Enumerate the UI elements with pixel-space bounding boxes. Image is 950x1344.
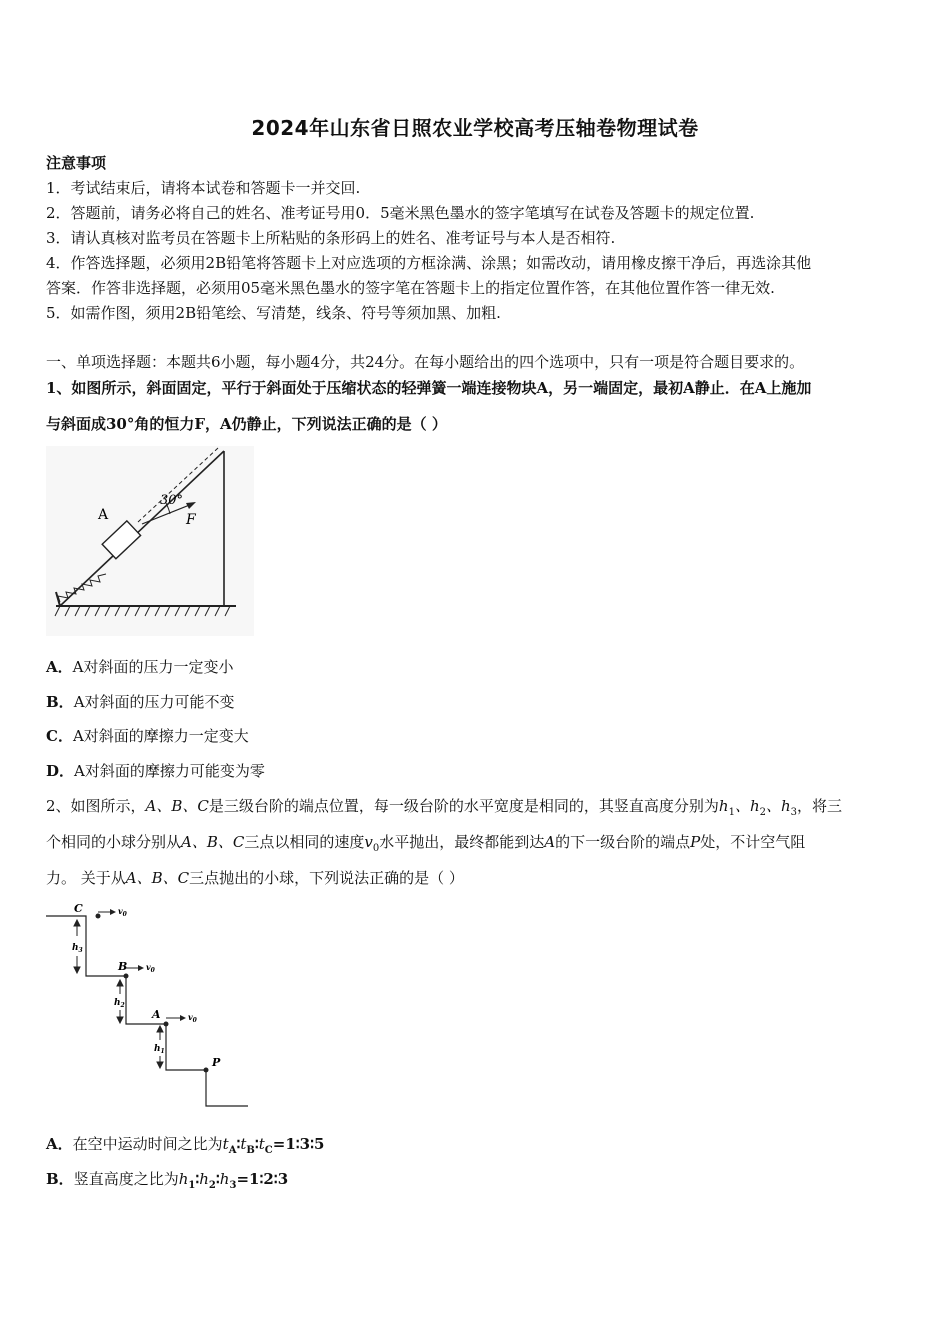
q1-figure [46,446,254,636]
q2-stem-line3: 力。 关于从A、B、C三点抛出的小球，下列说法正确的是（ ） [46,869,464,887]
q1-option-a[interactable]: A．A对斜面的压力一定变小 [46,658,234,676]
q1-stem-line2: 与斜面成30°角的恒力F，A仍静止，下列说法正确的是（ ） [46,415,447,433]
angle-label: 30° [160,493,184,508]
q2-stem-line1: 2、如图所示，A、B、C是三级台阶的端点位置，每一级台阶的水平宽度是相同的，其竖直高度分别为$h_1$、$h_2$、$h_3$，将三 [46,797,843,818]
notice-item: 5．如需作图，须用2B铅笔绘、写清楚，线条、符号等须加黑、加粗. [46,304,501,322]
velocity-arrowhead-b [138,965,144,971]
q1-option-b[interactable]: B．A对斜面的压力可能不变 [46,693,235,711]
height-markers [74,920,163,1068]
point-a-dot [164,1022,169,1027]
point-p-dot [204,1068,209,1073]
velocity-label: $v_0$ [188,1012,197,1024]
velocity-arrowhead-c [110,909,116,915]
height-label-h3: $h_3$ [72,943,83,954]
notice-item: 2．答题前，请务必将自己的姓名、准考证号用0．5毫米黑色墨水的签字笔填写在试卷及答题卡的规定位置. [46,204,755,222]
force-label: F [186,512,196,528]
q1-option-c[interactable]: C．A对斜面的摩擦力一定变大 [46,727,249,745]
height-label-h1: $h_1$ [154,1044,165,1055]
notice-item: 答案．作答非选择题，必须用05毫米黑色墨水的签字笔在答题卡上的指定位置作答，在其他位置作答一律无效. [46,279,775,297]
point-b-label: B [118,960,128,973]
notice-item: 4．作答选择题，必须用2B铅笔将答题卡上对应选项的方框涂满、涂黑；如需改动，请用橡皮擦干净后，再选涂其他 [46,254,812,272]
point-c-label: C [74,902,83,915]
q2-option-a[interactable]: A．在空中运动时间之比为$t_A∶t_B∶t_C=1∶3∶5$ [46,1135,325,1156]
notice-item: 3．请认真核对监考员在答题卡上所粘贴的条形码上的姓名、准考证号与本人是否相符. [46,229,616,247]
q2-option-b[interactable]: B．竖直高度之比为$h_1∶h_2∶h_3=1∶2∶3$ [46,1170,289,1191]
page-title: 2024年山东省日照农业学校高考压轴卷物理试卷 [251,116,699,140]
velocity-arrowhead-a [180,1015,186,1021]
velocity-label: $v_0$ [146,962,155,974]
velocity-label: $v_0$ [118,906,127,918]
q2-figure [46,900,252,1112]
point-c-dot [96,914,101,919]
notice-item: 1．考试结束后，请将本试卷和答题卡一并交回. [46,179,361,197]
point-p-label: P [212,1056,221,1069]
notice-heading: 注意事项 [46,154,107,172]
point-a-label: A [152,1008,161,1021]
q1-option-d[interactable]: D．A对斜面的摩擦力可能变为零 [46,762,265,780]
q2-stem-line2: 个相同的小球分别从A、B、C三点以相同的速度$v_0$水平抛出，最终都能到达A的下一级台阶的端点P处，不计空气阻 [46,833,806,854]
figure-background [46,446,254,636]
q1-stem-line1: 1、如图所示，斜面固定，平行于斜面处于压缩状态的轻弹簧一端连接物块A，另一端固定，最初A静止．在A上施加 [46,379,812,397]
height-label-h2: $h_2$ [114,998,125,1009]
block-label: A [98,507,109,523]
section-heading: 一、单项选择题：本题共6小题，每小题4分，共24分。在每小题给出的四个选项中，只有一项是符合题目要求的。 [46,353,805,371]
point-b-dot [124,974,129,979]
